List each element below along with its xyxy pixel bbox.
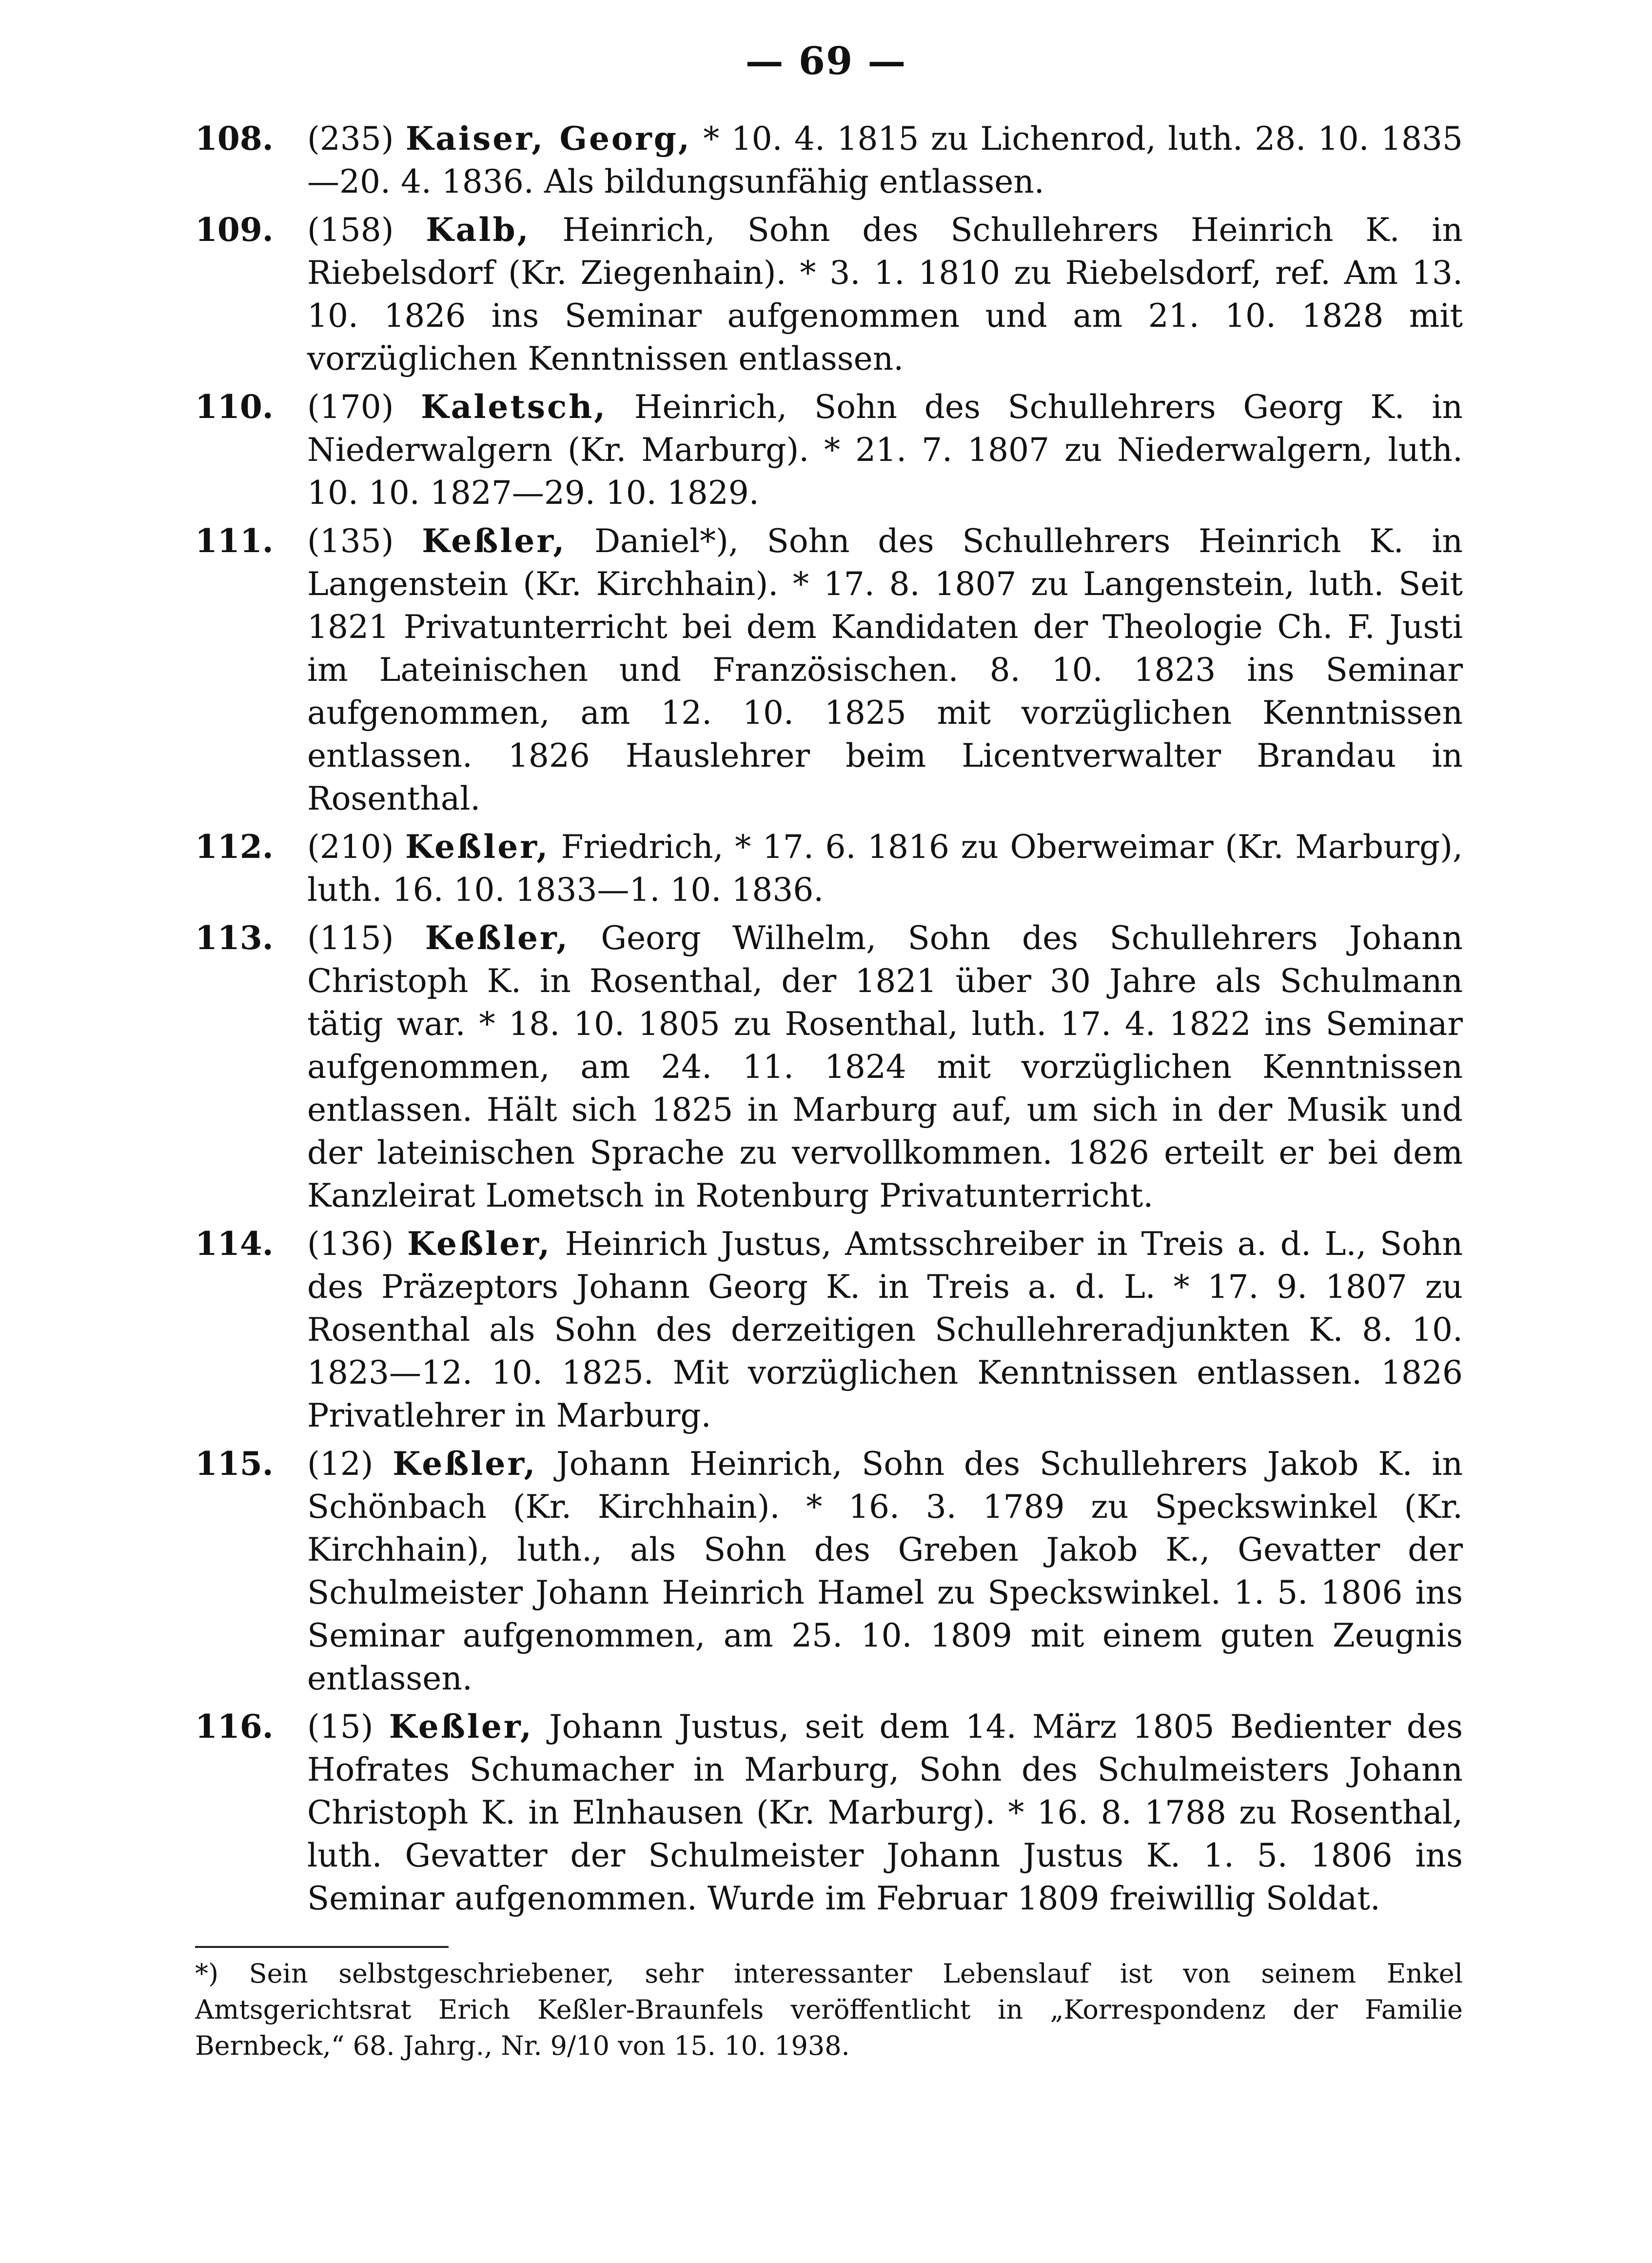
entry-ref: (210) (307, 828, 394, 866)
list-item (195, 385, 1463, 515)
entry-number: 114. (195, 1225, 274, 1263)
entry-number: 115. (195, 1445, 274, 1483)
entry-number: 108. (195, 119, 274, 158)
entry-name: Kaiser, Georg, (405, 119, 691, 158)
entry-name: Keßler, (425, 919, 570, 957)
entry-name: Keßler, (389, 1707, 533, 1746)
entry-text: Johann Heinrich, Sohn des Schullehrers Jakob K. in Schönbach (Kr. Kirchhain). * 16. 3. 1789 zu Speckswinkel (Kr. Kirchhain), luth., als Sohn des Greben Jakob K., Gevatter der Schulmeister Johann Heinrich Hamel zu Speckswinkel. 1. 5. 1806 ins Seminar aufgenommen, am 25. 10. 1809 mit einem guten Zeugnis entlassen. (307, 1445, 1463, 1697)
entry-number: 113. (195, 919, 274, 957)
entry-list (195, 117, 1463, 1925)
entry-ref: (135) (307, 522, 394, 560)
entry-number: 112. (195, 828, 274, 866)
entry-ref: (136) (307, 1225, 394, 1263)
entry-text: Daniel*), Sohn des Schullehrers Heinrich K. in Langenstein (Kr. Kirchhain). * 17. 8. 1807 zu Langenstein, luth. Seit 1821 Privatunterricht bei dem Kandidaten der Theologie Ch. F. Justi im Lateinischen und Französischen. 8. 10. 1823 ins Seminar aufgenommen, am 12. 10. 1825 mit vorzüglichen Kenntnissen entlassen. 1826 Hauslehrer beim Licentverwalter Brandau in Rosenthal. (307, 522, 1463, 817)
list-item (195, 208, 1463, 380)
entry-text: Georg Wilhelm, Sohn des Schullehrers Johann Christoph K. in Rosenthal, der 1821 über 30 Jahre als Schulmann tätig war. * 18. 10. 1805 zu Rosenthal, luth. 17. 4. 1822 ins Seminar aufgenommen, am 24. 11. 1824 mit vorzüglichen Kenntnissen entlassen. Hält sich 1825 in Marburg auf, um sich in der Musik und der lateinischen Sprache zu vervollkommen. 1826 erteilt er bei dem Kanzleirat Lometsch in Rotenburg Privatunterricht. (307, 919, 1463, 1214)
entry-text: Friedrich, * 17. 6. 1816 zu Oberweimar (Kr. Marburg), luth. 16. 10. 1833—1. 10. 1836. (307, 828, 1463, 909)
list-item (195, 1222, 1463, 1437)
entry-name: Keßler, (393, 1445, 537, 1483)
footnote-divider (195, 1946, 449, 1948)
entry-text: Johann Justus, seit dem 14. März 1805 Bedienter des Hofrates Schumacher in Marburg, Sohn des Schulmeisters Johann Christoph K. in Elnhausen (Kr. Marburg). * 16. 8. 1788 zu Rosenthal, luth. Gevatter der Schulmeister Johann Justus K. 1. 5. 1806 ins Seminar aufgenommen. Wurde im Februar 1809 freiwillig Soldat. (307, 1708, 1463, 1917)
entry-text: Heinrich, Sohn des Schullehrers Heinrich K. in Riebelsdorf (Kr. Ziegenhain). * 3. 1. 1810 zu Riebelsdorf, ref. Am 13. 10. 1826 ins Seminar aufgenommen und am 21. 10. 1828 mit vorzüglichen Kenntnissen entlassen. (307, 211, 1463, 377)
list-item (195, 1705, 1463, 1920)
list-item (195, 916, 1463, 1217)
entry-ref: (158) (307, 211, 394, 249)
list-item (195, 117, 1463, 203)
entry-number: 116. (195, 1707, 274, 1746)
entry-text: Heinrich Justus, Amtsschreiber in Treis a. d. L., Sohn des Präzeptors Johann Georg K. in Treis a. d. L. * 17. 9. 1807 zu Rosenthal als Sohn des derzeitigen Schullehreradjunkten K. 8. 10. 1823—12. 10. 1825. Mit vorzüglichen Kenntnissen entlassen. 1826 Privatlehrer in Marburg. (307, 1225, 1463, 1434)
list-item (195, 825, 1463, 912)
entry-name: Keßler, (422, 522, 567, 560)
entry-ref: (235) (307, 120, 394, 158)
page-number: — 69 — (745, 39, 907, 83)
entry-name: Keßler, (407, 1225, 552, 1263)
entry-ref: (170) (307, 388, 394, 426)
entry-text: Heinrich, Sohn des Schullehrers Georg K. in Niederwalgern (Kr. Marburg). * 21. 7. 1807 zu Niederwalgern, luth. 10. 10. 1827—29. 10. 1829. (307, 388, 1463, 512)
list-item (195, 1442, 1463, 1700)
entry-name: Kalb, (426, 211, 531, 249)
list-item (195, 519, 1463, 820)
entry-ref: (15) (307, 1708, 374, 1746)
entry-ref: (12) (307, 1445, 374, 1483)
footnote: *) Sein selbstgeschriebener, sehr interessanter Lebenslauf ist von seinem Enkel Amtsgerichtsrat Erich Keßler-Braunfels veröffentlicht in „Korrespondenz der Familie Bernbeck,“ 68. Jahrg., Nr. 9/10 von 15. 10. 1938. (195, 1958, 1463, 2061)
entry-number: 111. (195, 522, 274, 560)
entry-number: 109. (195, 211, 274, 249)
entry-name: Kaletsch, (421, 388, 608, 426)
entry-name: Keßler, (405, 828, 550, 866)
entry-number: 110. (195, 388, 274, 426)
entry-text: * 10. 4. 1815 zu Lichenrod, luth. 28. 10. 1835—20. 4. 1836. Als bildungsunfähig entlassen. (307, 120, 1463, 200)
entry-ref: (115) (307, 919, 394, 957)
